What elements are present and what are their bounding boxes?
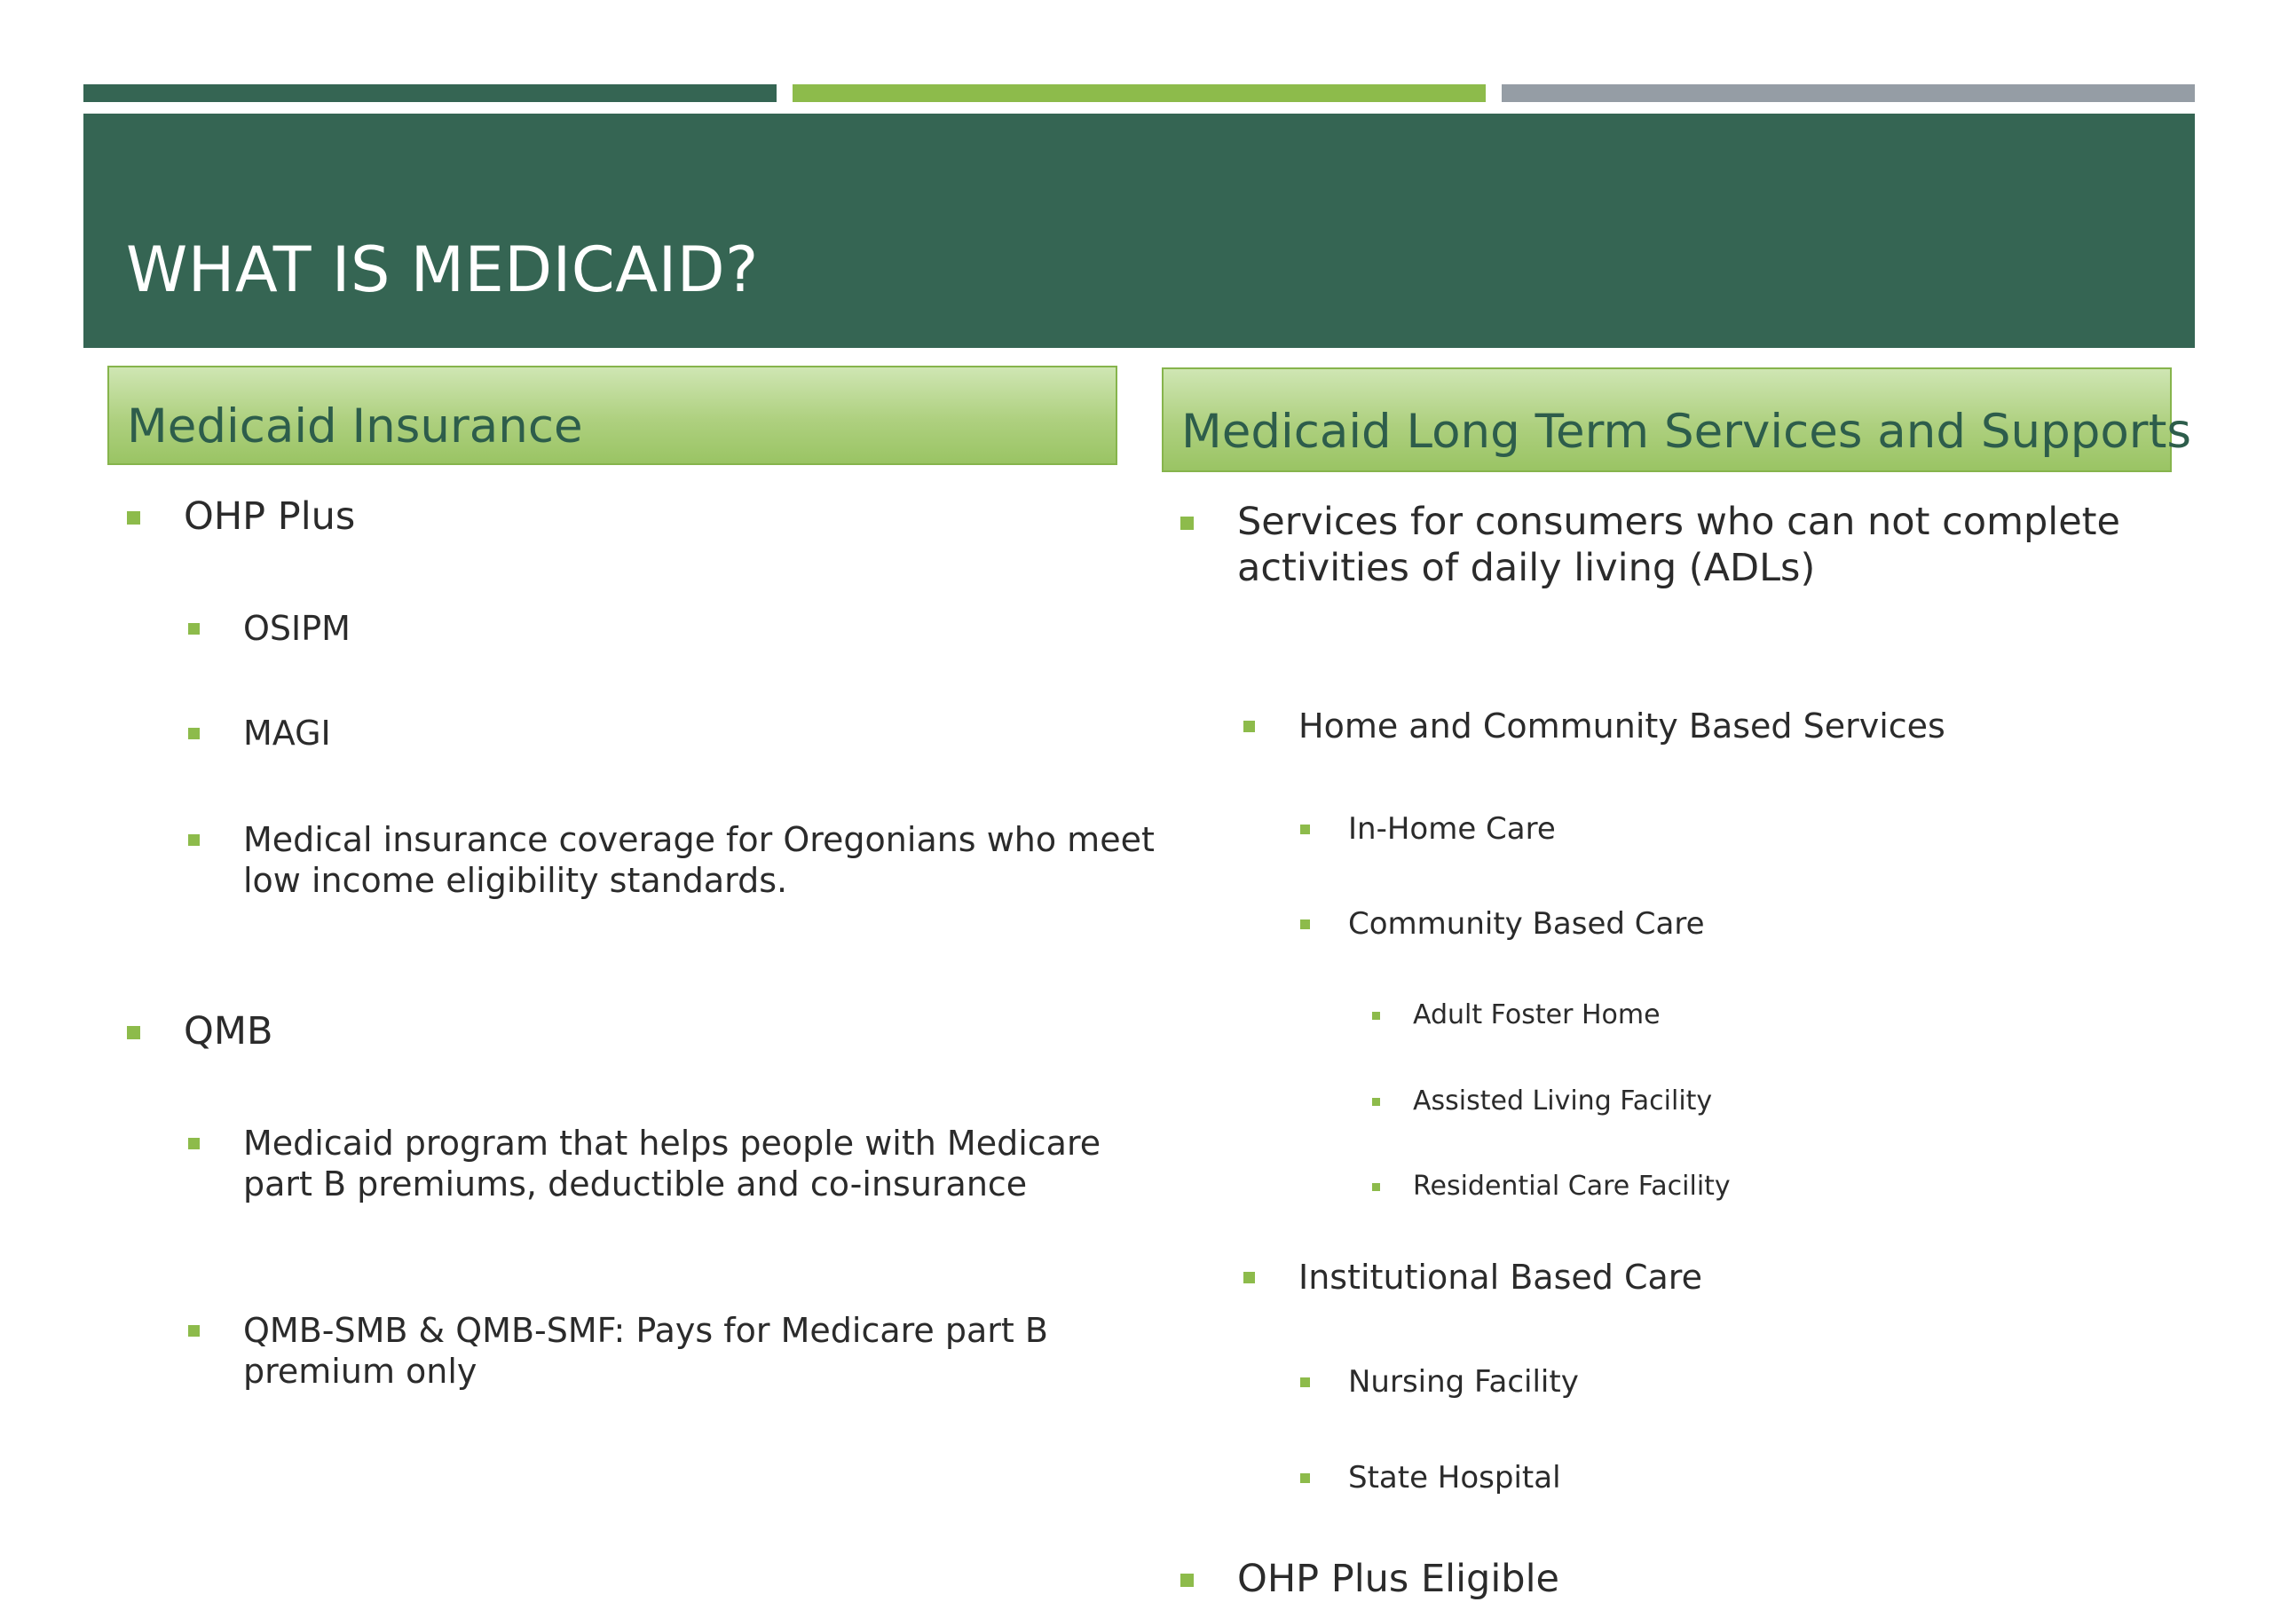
right-column-header-text: Medicaid Long Term Services and Supports — [1181, 405, 2191, 459]
bullet-ohp-plus: OHP Plus — [184, 493, 1095, 540]
bullet-medical-insurance-coverage: Medical insurance coverage for Oregonians who meet low income eligibility standards. — [243, 820, 1155, 900]
bullet-in-home-care: In-Home Care — [1348, 810, 2231, 848]
bullet-home-community-based-services: Home and Community Based Services — [1298, 706, 2182, 746]
bullet-community-based-care: Community Based Care — [1348, 905, 2231, 943]
bullet-services-for-consumers: Services for consumers who can not complete activities of daily living (ADLs) — [1237, 500, 2120, 590]
right-column-header — [1162, 367, 2191, 472]
bullet-ohp-plus-eligible: OHP Plus Eligible — [1237, 1556, 2120, 1602]
bullet-residential-care-facility: Residential Care Facility — [1413, 1170, 2296, 1203]
bullet-qmb-smb-smf: QMB-SMB & QMB-SMF: Pays for Medicare part B premium only — [243, 1310, 1155, 1392]
bullet-institutional-based-care: Institutional Based Care — [1298, 1257, 2182, 1298]
slide-title: WHAT IS MEDICAID? — [126, 233, 759, 306]
bullet-adult-foster-home: Adult Foster Home — [1413, 998, 2296, 1032]
bullet-medicaid-program-medicare: Medicaid program that helps people with Medicare part B premiums, deductible and co-insurance — [243, 1123, 1155, 1204]
bullet-assisted-living-facility: Assisted Living Facility — [1413, 1085, 2296, 1118]
bullet-magi: MAGI — [243, 713, 1155, 754]
bullet-state-hospital: State Hospital — [1348, 1459, 2231, 1496]
bullet-qmb: QMB — [184, 1008, 1095, 1054]
bullet-nursing-facility: Nursing Facility — [1348, 1363, 2231, 1401]
left-column-header-text: Medicaid Insurance — [127, 399, 583, 454]
accent-bar-gray — [1502, 84, 2195, 102]
bullet-osipm: OSIPM — [243, 608, 1155, 649]
